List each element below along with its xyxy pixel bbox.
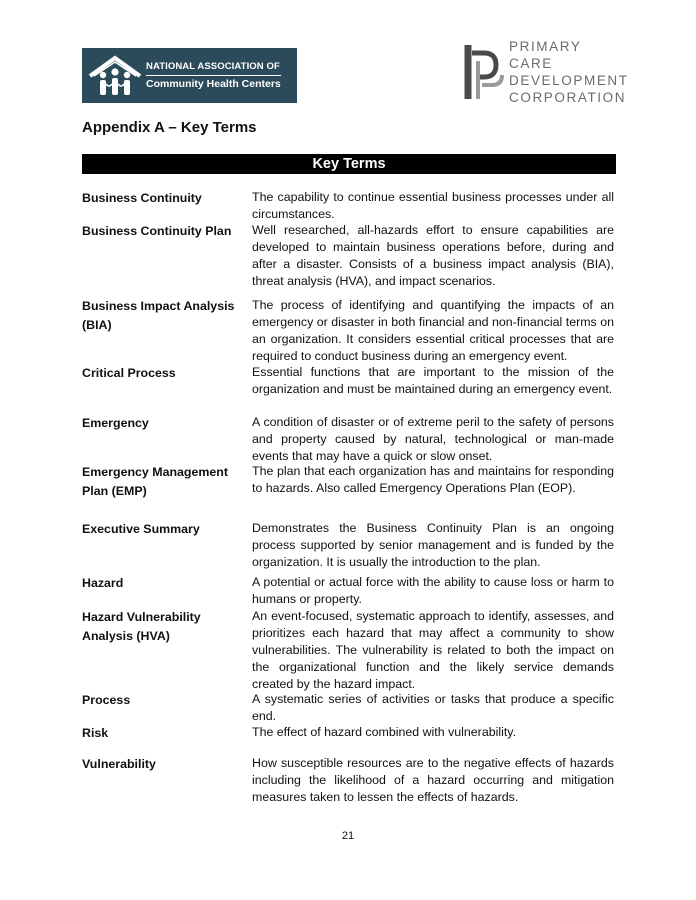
term: Critical Process — [82, 366, 176, 380]
definition: The plan that each organization has and maintains for responding to hazards. Also called Emergency Operations Plan (EOP). — [252, 464, 614, 495]
term: Hazard — [82, 576, 124, 590]
definition: A systematic series of activities or tasks that produce a specific end. — [252, 692, 614, 723]
term: Emergency — [82, 416, 149, 430]
right-logo-line3: CORPORATION — [509, 90, 627, 105]
definition: Demonstrates the Business Continuity Plan is an ongoing process supported by senior management and is funded by the organization. It is usually the introduction to the plan. — [252, 521, 614, 569]
definition: Essential functions that are important to the mission of the organization and must be maintained during an emergency event. — [252, 365, 614, 396]
key-terms-header: Key Terms — [82, 154, 616, 174]
left-logo-line1: NATIONAL ASSOCIATION OF — [146, 61, 280, 72]
definition: Well researched, all-hazards effort to ensure capabilities are developed to maintain business operations before, during and after a disaster. Consists of a business impact analysis (BIA), threat analysis (HVA), and impact scenarios. — [252, 223, 614, 288]
definition: How susceptible resources are to the negative effects of hazards including the likelihood of a hazard occurring and mitigation measures taken to lessen the effects of hazards. — [252, 756, 614, 804]
right-logo-line1: PRIMARY CARE — [509, 39, 582, 71]
left-logo-line2: Community Health Centers — [146, 75, 281, 91]
term: Hazard Vulnerability Analysis (HVA) — [82, 610, 201, 643]
term: Process — [82, 693, 131, 707]
definition: A potential or actual force with the ability to cause loss or harm to humans or property. — [252, 575, 614, 606]
term: Business Continuity — [82, 191, 202, 205]
term: Risk — [82, 726, 109, 740]
nachc-logo — [82, 48, 297, 103]
term: Executive Summary — [82, 522, 200, 536]
definition: An event-focused, systematic approach to identify, assesses, and prioritizes each hazard that may affect a community to show vulnerabilities. The vulnerability is related to both the impact on the organizational function and the likely service demands created by the hazard impact. — [252, 609, 614, 691]
right-logo-line2: DEVELOPMENT — [509, 73, 629, 88]
appendix-title: Appendix A – Key Terms — [82, 119, 257, 136]
pcdc-logo-icon — [462, 41, 506, 103]
term: Business Continuity Plan — [82, 224, 232, 238]
community-health-logo-icon — [82, 48, 148, 103]
page-number: 21 — [341, 830, 355, 842]
definition: The capability to continue essential business processes under all circumstances. — [252, 190, 614, 221]
term: Vulnerability — [82, 757, 156, 771]
definition: The process of identifying and quantifying the impacts of an emergency or disaster in both financial and non-financial terms on an organization. It considers essential critical processes that are required to conduct business during an emergency event. — [252, 298, 614, 363]
term: Emergency Management Plan (EMP) — [82, 465, 228, 498]
pcdc-logo — [462, 39, 629, 105]
definition: A condition of disaster or of extreme peril to the safety of persons and property caused by natural, technological or man-made events that may have a quick or slow onset. — [252, 415, 614, 463]
definition: The effect of hazard combined with vulnerability. — [252, 725, 517, 739]
term: Business Impact Analysis (BIA) — [82, 299, 235, 332]
